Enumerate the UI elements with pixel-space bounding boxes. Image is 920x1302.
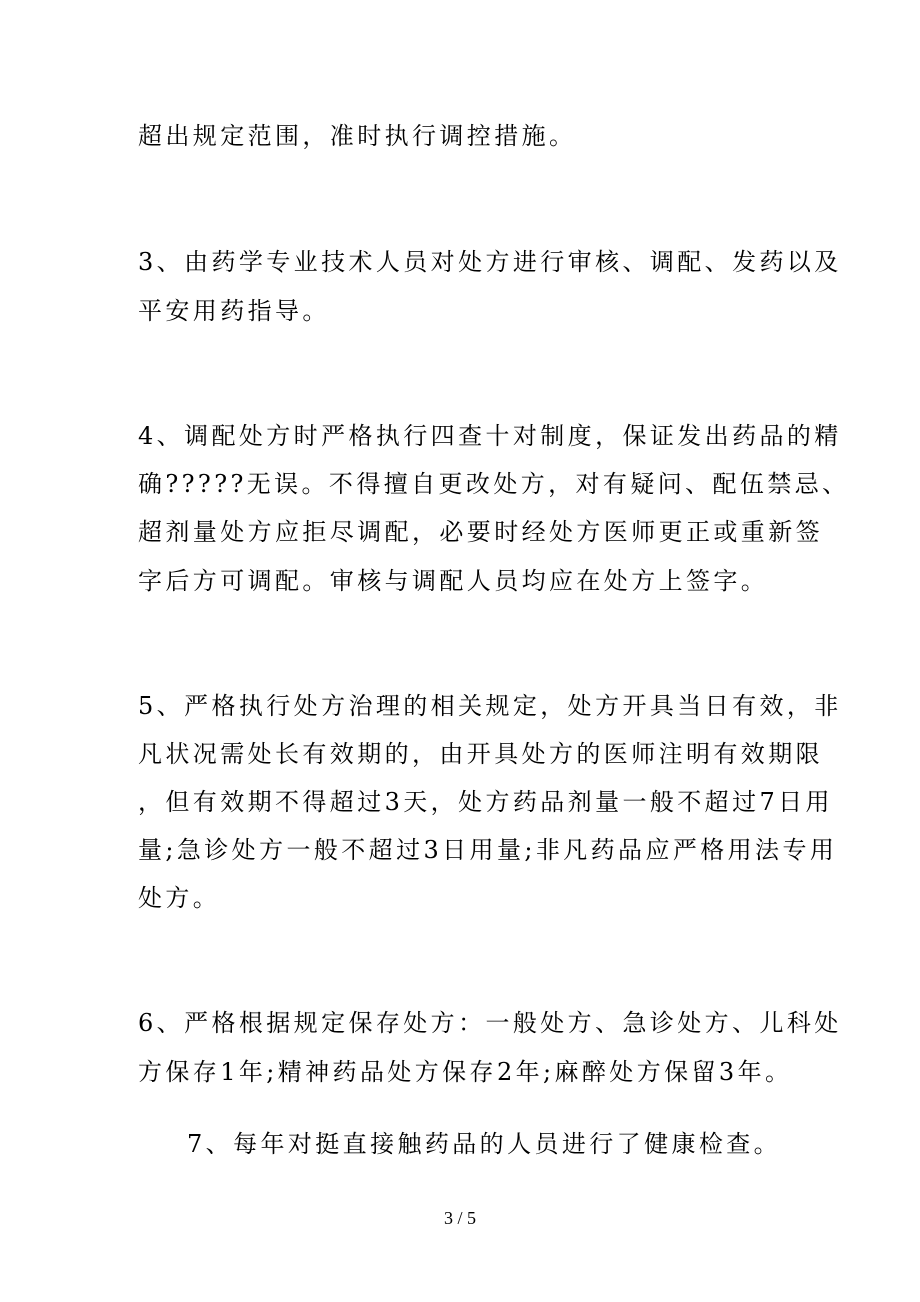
paragraph-2-end: 超出规定范围，准时执行调控措施。 bbox=[138, 122, 577, 150]
paragraph-5-line-4: 量;急诊处方一般不超过3日用量;非凡药品应严格用法专用 bbox=[138, 836, 838, 864]
paragraph-7-line-1: 7、每年对挺直接触药品的人员进行了健康检查。 bbox=[187, 1130, 782, 1158]
paragraph-6-line-1: 6、严格根据规定保存处方：一般处方、急诊处方、儿科处 bbox=[138, 1009, 842, 1037]
paragraph-6-line-2: 方保存1年;精神药品处方保存2年;麻醉处方保留3年。 bbox=[138, 1058, 793, 1086]
paragraph-5-line-1: 5、严格执行处方治理的相关规定，处方开具当日有效，非 bbox=[138, 692, 842, 720]
page-number: 3 / 5 bbox=[443, 1208, 476, 1228]
paragraph-5-line-2: 凡状况需处长有效期的，由开具处方的医师注明有效期限 bbox=[138, 740, 823, 768]
paragraph-4-line-1: 4、调配处方时严格执行四查十对制度，保证发出药品的精 bbox=[138, 422, 842, 450]
paragraph-3-line-2: 平安用药指导。 bbox=[138, 297, 330, 325]
paragraph-3-line-1: 3、由药学专业技术人员对处方进行审核、调配、发药以及 bbox=[138, 248, 842, 276]
paragraph-5-line-5: 处方。 bbox=[138, 884, 221, 912]
paragraph-4-line-2: 确?????无误。不得擅自更改处方，对有疑问、配伍禁忌、 bbox=[138, 470, 850, 498]
paragraph-4-line-3: 超剂量处方应拒尽调配，必要时经处方医师更正或重新签 bbox=[138, 518, 823, 546]
paragraph-5-line-3: ，但有效期不得超过3天，处方药品剂量一般不超过7日用 bbox=[138, 788, 833, 816]
paragraph-4-line-4: 字后方可调配。审核与调配人员均应在处方上签字。 bbox=[138, 567, 769, 595]
